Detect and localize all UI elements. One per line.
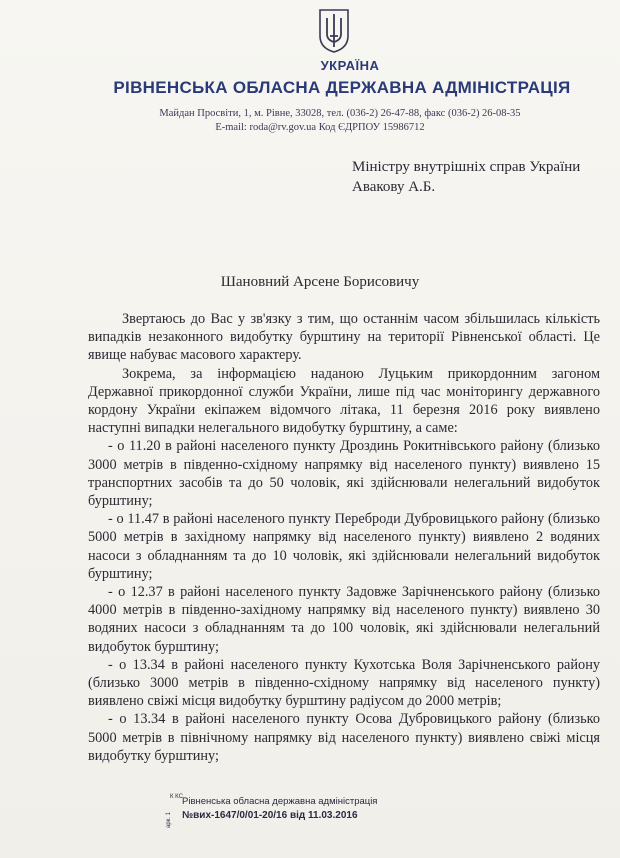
stamp-organization: Рівненська обласна державна адміністрація: [182, 796, 378, 807]
organization-address: Майдан Просвіти, 1, м. Рівне, 33028, тел. (036-2) 26-47-88, факс (036-2) 26-08-35: [159, 108, 521, 119]
stamp-sheet: арк. 1: [166, 812, 172, 828]
incident-item: - о 11.20 в районі населеного пункту Дроздинь Рокитнівського району (близько 3000 метрів в південно-східному напрямку від населеного пункту) виявлено 15 транспортних засобів та до 50 чоловік, які здійснювали нелегальний видобуток бурштину;: [88, 438, 600, 510]
recipient-name: Авакову А.Б.: [352, 179, 436, 195]
incident-item: - о 12.37 в районі населеного пункту Задовже Зарічненського району (близько 4000 метрів в південно-західному напрямку від населеного пункту) виявлено 30 водяних насоси з обладнанням та до 100 чоловік, які здійснювали нелегальний видобуток бурштину;: [88, 584, 600, 655]
country-heading: УКРАЇНА: [320, 58, 380, 73]
body-paragraph: Звертаюсь до Вас у зв'язку з тим, що останнім часом збільшилась кількість випадків незаконного видобутку бурштину на території Рівненської області. Це явище набуває масового характеру.: [88, 311, 600, 364]
organization-heading: РІВНЕНСЬКА ОБЛАСНА ДЕРЖАВНА АДМІНІСТРАЦІЯ: [113, 78, 571, 97]
body-paragraph: Зокрема, за інформацією наданою Луцьким прикордонним загоном Державної прикордонної служби України, лише під час моніторингу державного кордону України екіпажем відомчого літака, 11 березня 2016 року виявлено наступні випадки нелегального видобутку бурштину, а саме:: [88, 365, 600, 437]
stamp-registration-number: №вих-1647/0/01-20/16 від 11.03.2016: [182, 810, 358, 821]
letter-body: [88, 310, 600, 765]
incident-item: - о 13.34 в районі населеного пункту Кухотська Воля Зарічненського району (близько 3000 метрів в південно-східному напрямку від населеного пункту) виявлено свіжі місця видобутку бурштину радіусом до 2000 метрів;: [88, 656, 600, 710]
stamp-mark: К КС: [170, 794, 183, 800]
organization-contacts: E-mail: roda@rv.gov.ua Код ЄДРПОУ 15986712: [215, 122, 425, 133]
recipient-title: Міністру внутрішніх справ України: [352, 159, 581, 175]
recipient-block: [352, 157, 580, 197]
incident-item: - о 13.34 в районі населеного пункту Осова Дубровицького району (близько 5000 метрів в північному напрямку від населеного пункту) виявлено свіжі місця видобутку бурштину;: [88, 711, 600, 764]
incident-item: - о 11.47 в районі населеного пункту Переброди Дубровицького району (близько 5000 метрів в західному напрямку від населеного пункту) виявлено 2 водяних насоси з обладнанням та до 10 чоловік, які здійснювали нелегальний видобуток бурштину;: [88, 511, 600, 582]
greeting: Шановний Арсене Борисовичу: [220, 274, 420, 290]
trident-emblem-icon: [317, 6, 351, 54]
